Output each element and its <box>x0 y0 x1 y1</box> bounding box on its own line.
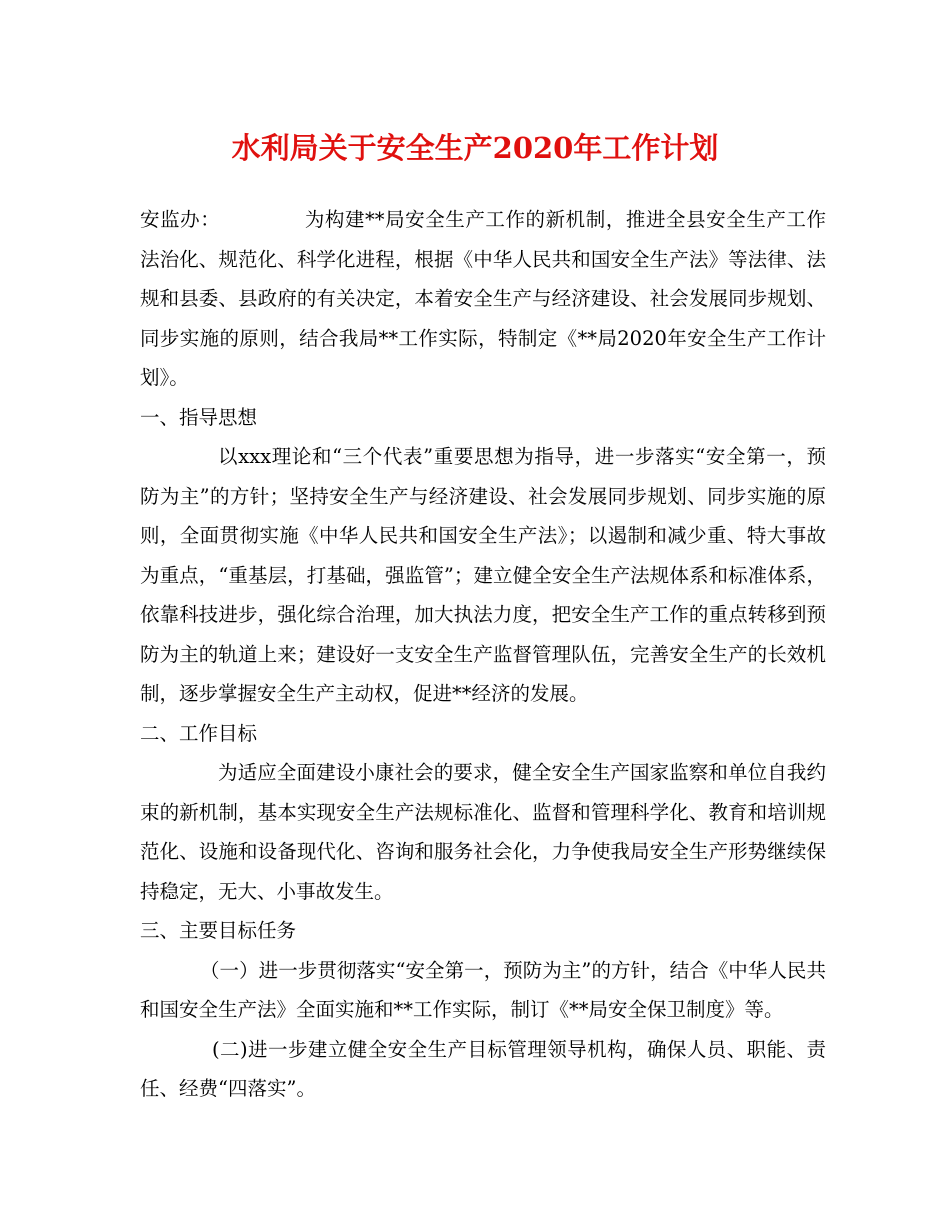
task-item-1: （一）进一步贯彻落实“安全第一，预防为主”的方针，结合《中华人民共和国安全生产法》全面实施和**工作实际，制订《**局安全保卫制度》等。 <box>140 958 826 1021</box>
section-heading-3: 三、主要目标任务 <box>140 919 297 942</box>
task-item-2: (二)进一步建立健全安全生产目标管理领导机构，确保人员、职能、责任、经费“四落实”。 <box>140 1037 826 1100</box>
intro-text: 为构建**局安全生产工作的新机制，推进全县安全生产工作法治化、规范化、科学化进程，根据《中华人民共和国安全生产法》等法律、法规和县委、县政府的有关决定，本着安全生产与经济建设、社会发展同步规划、同步实施的原则，结合我局**工作实际，特制定《**局2020年安全生产工作计划》。 <box>140 208 826 389</box>
intro-paragraph <box>140 200 826 398</box>
intro-label: 安监办： <box>140 208 221 231</box>
section-heading-2: 二、工作目标 <box>140 721 258 745</box>
document-body <box>140 200 826 1109</box>
section-paragraph-1: 以xxx理论和“三个代表”重要思想为指导，进一步落实“安全第一，预防为主”的方针；坚持安全生产与经济建设、社会发展同步规划、同步实施的原则，全面贯彻实施《中华人民共和国安全生产法》；以遏制和减少重、特大事故为重点，“重基层，打基础，强监管”；建立健全安全生产法规体系和标准体系，依靠科技进步，强化综合治理，加大执法力度，把安全生产工作的重点转移到预防为主的轨道上来；建设好一支安全生产监督管理队伍，完善安全生产的长效机制，逐步掌握安全生产主动权，促进**经济的发展。 <box>140 445 826 705</box>
document-title: 水利局关于安全生产2020年工作计划 <box>231 131 719 165</box>
section-heading-1: 一、指导思想 <box>140 405 258 429</box>
section-paragraph-2: 为适应全面建设小康社会的要求，健全安全生产国家监察和单位自我约束的新机制，基本实现安全生产法规标准化、监督和管理科学化、教育和培训规范化、设施和设备现代化、咨询和服务社会化，力争使我局安全生产形势继续保持稳定，无大、小事故发生。 <box>140 761 826 903</box>
